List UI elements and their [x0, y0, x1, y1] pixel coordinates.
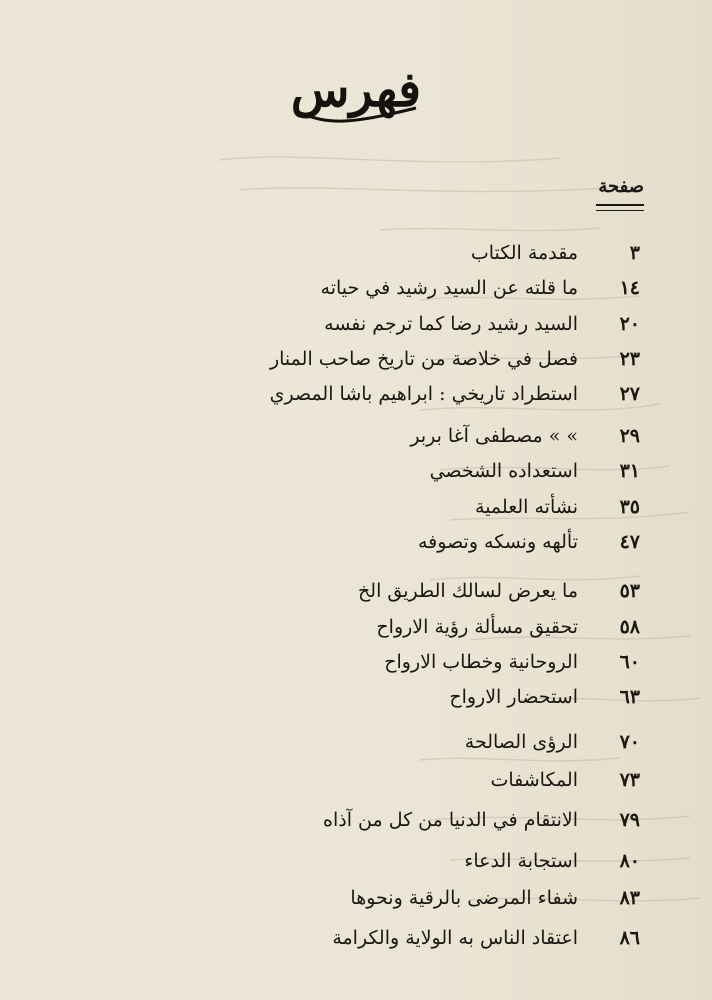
- page-number: ٣٥: [619, 496, 640, 518]
- entry-title: » » مصطفى آغا بربر: [410, 425, 578, 447]
- entry-title: الانتقام في الدنيا من كل من آذاه: [323, 809, 578, 831]
- entry-title: ما يعرض لسالك الطريق الخ: [358, 580, 578, 602]
- page-number: ٢٩: [619, 425, 640, 447]
- entry-title: تألهه ونسكه وتصوفه: [417, 531, 578, 553]
- list-item: [210, 680, 640, 714]
- entry-title: تحقيق مسألة رؤية الارواح: [376, 616, 578, 638]
- list-item: [210, 725, 640, 759]
- page-column-header: صفحة: [598, 176, 644, 197]
- entry-title: شفاء المرضى بالرقية ونحوها: [350, 887, 578, 909]
- page-number: ٢٧: [619, 383, 640, 405]
- page-number: ١٤: [619, 277, 640, 299]
- entry-title: فصل في خلاصة من تاريخ صاحب المنار: [269, 348, 578, 370]
- page-number: ٣: [629, 242, 640, 264]
- page-number: ٨٠: [619, 850, 640, 872]
- entry-title: استحضار الارواح: [449, 686, 578, 708]
- list-item: [210, 236, 640, 270]
- entry-title: مقدمة الكتاب: [470, 242, 578, 264]
- entry-title: الروحانية وخطاب الارواح: [384, 651, 578, 673]
- entry-title: استطراد تاريخي : ابراهيم باشا المصري: [269, 383, 578, 405]
- list-item: [210, 271, 640, 305]
- list-item: [210, 763, 640, 797]
- list-item: [210, 803, 640, 837]
- page-number: ٧٩: [619, 809, 640, 831]
- page-number: ٤٧: [619, 531, 640, 553]
- page-number: ٣١: [619, 460, 640, 482]
- page-number: ٧٣: [619, 769, 640, 791]
- page-number: ٦٠: [619, 651, 640, 673]
- list-item: [210, 419, 640, 453]
- list-item: [210, 645, 640, 679]
- list-item: [210, 610, 640, 644]
- page-number: ٧٠: [619, 731, 640, 753]
- entry-title: نشأته العلمية: [475, 496, 578, 518]
- page-number: ٢٠: [619, 313, 640, 335]
- page-number: ٦٣: [619, 686, 640, 708]
- entry-title: استعداده الشخصي: [429, 460, 578, 482]
- entry-title: المكاشفات: [490, 769, 578, 791]
- list-item: [210, 881, 640, 915]
- list-item: [210, 574, 640, 608]
- list-item: [210, 342, 640, 376]
- entry-title: ما قلته عن السيد رشيد في حياته: [320, 277, 578, 299]
- entry-title: السيد رشيد رضا كما ترجم نفسه: [324, 313, 578, 335]
- list-item: [210, 307, 640, 341]
- list-item: [210, 490, 640, 524]
- entry-title: الرؤى الصالحة: [464, 731, 578, 753]
- entry-title: استجابة الدعاء: [464, 850, 578, 872]
- list-item: [210, 454, 640, 488]
- index-title: فهرس: [290, 62, 422, 118]
- list-item: [210, 525, 640, 559]
- list-item: [210, 921, 640, 955]
- entry-title: اعتقاد الناس به الولاية والكرامة: [332, 927, 578, 949]
- page-number: ٨٦: [619, 927, 640, 949]
- page-number: ٥٨: [619, 616, 640, 638]
- page-number: ٢٣: [619, 348, 640, 370]
- list-item: [210, 377, 640, 411]
- list-item: [210, 844, 640, 878]
- page-number: ٨٣: [619, 887, 640, 909]
- page-number: ٥٣: [619, 580, 640, 602]
